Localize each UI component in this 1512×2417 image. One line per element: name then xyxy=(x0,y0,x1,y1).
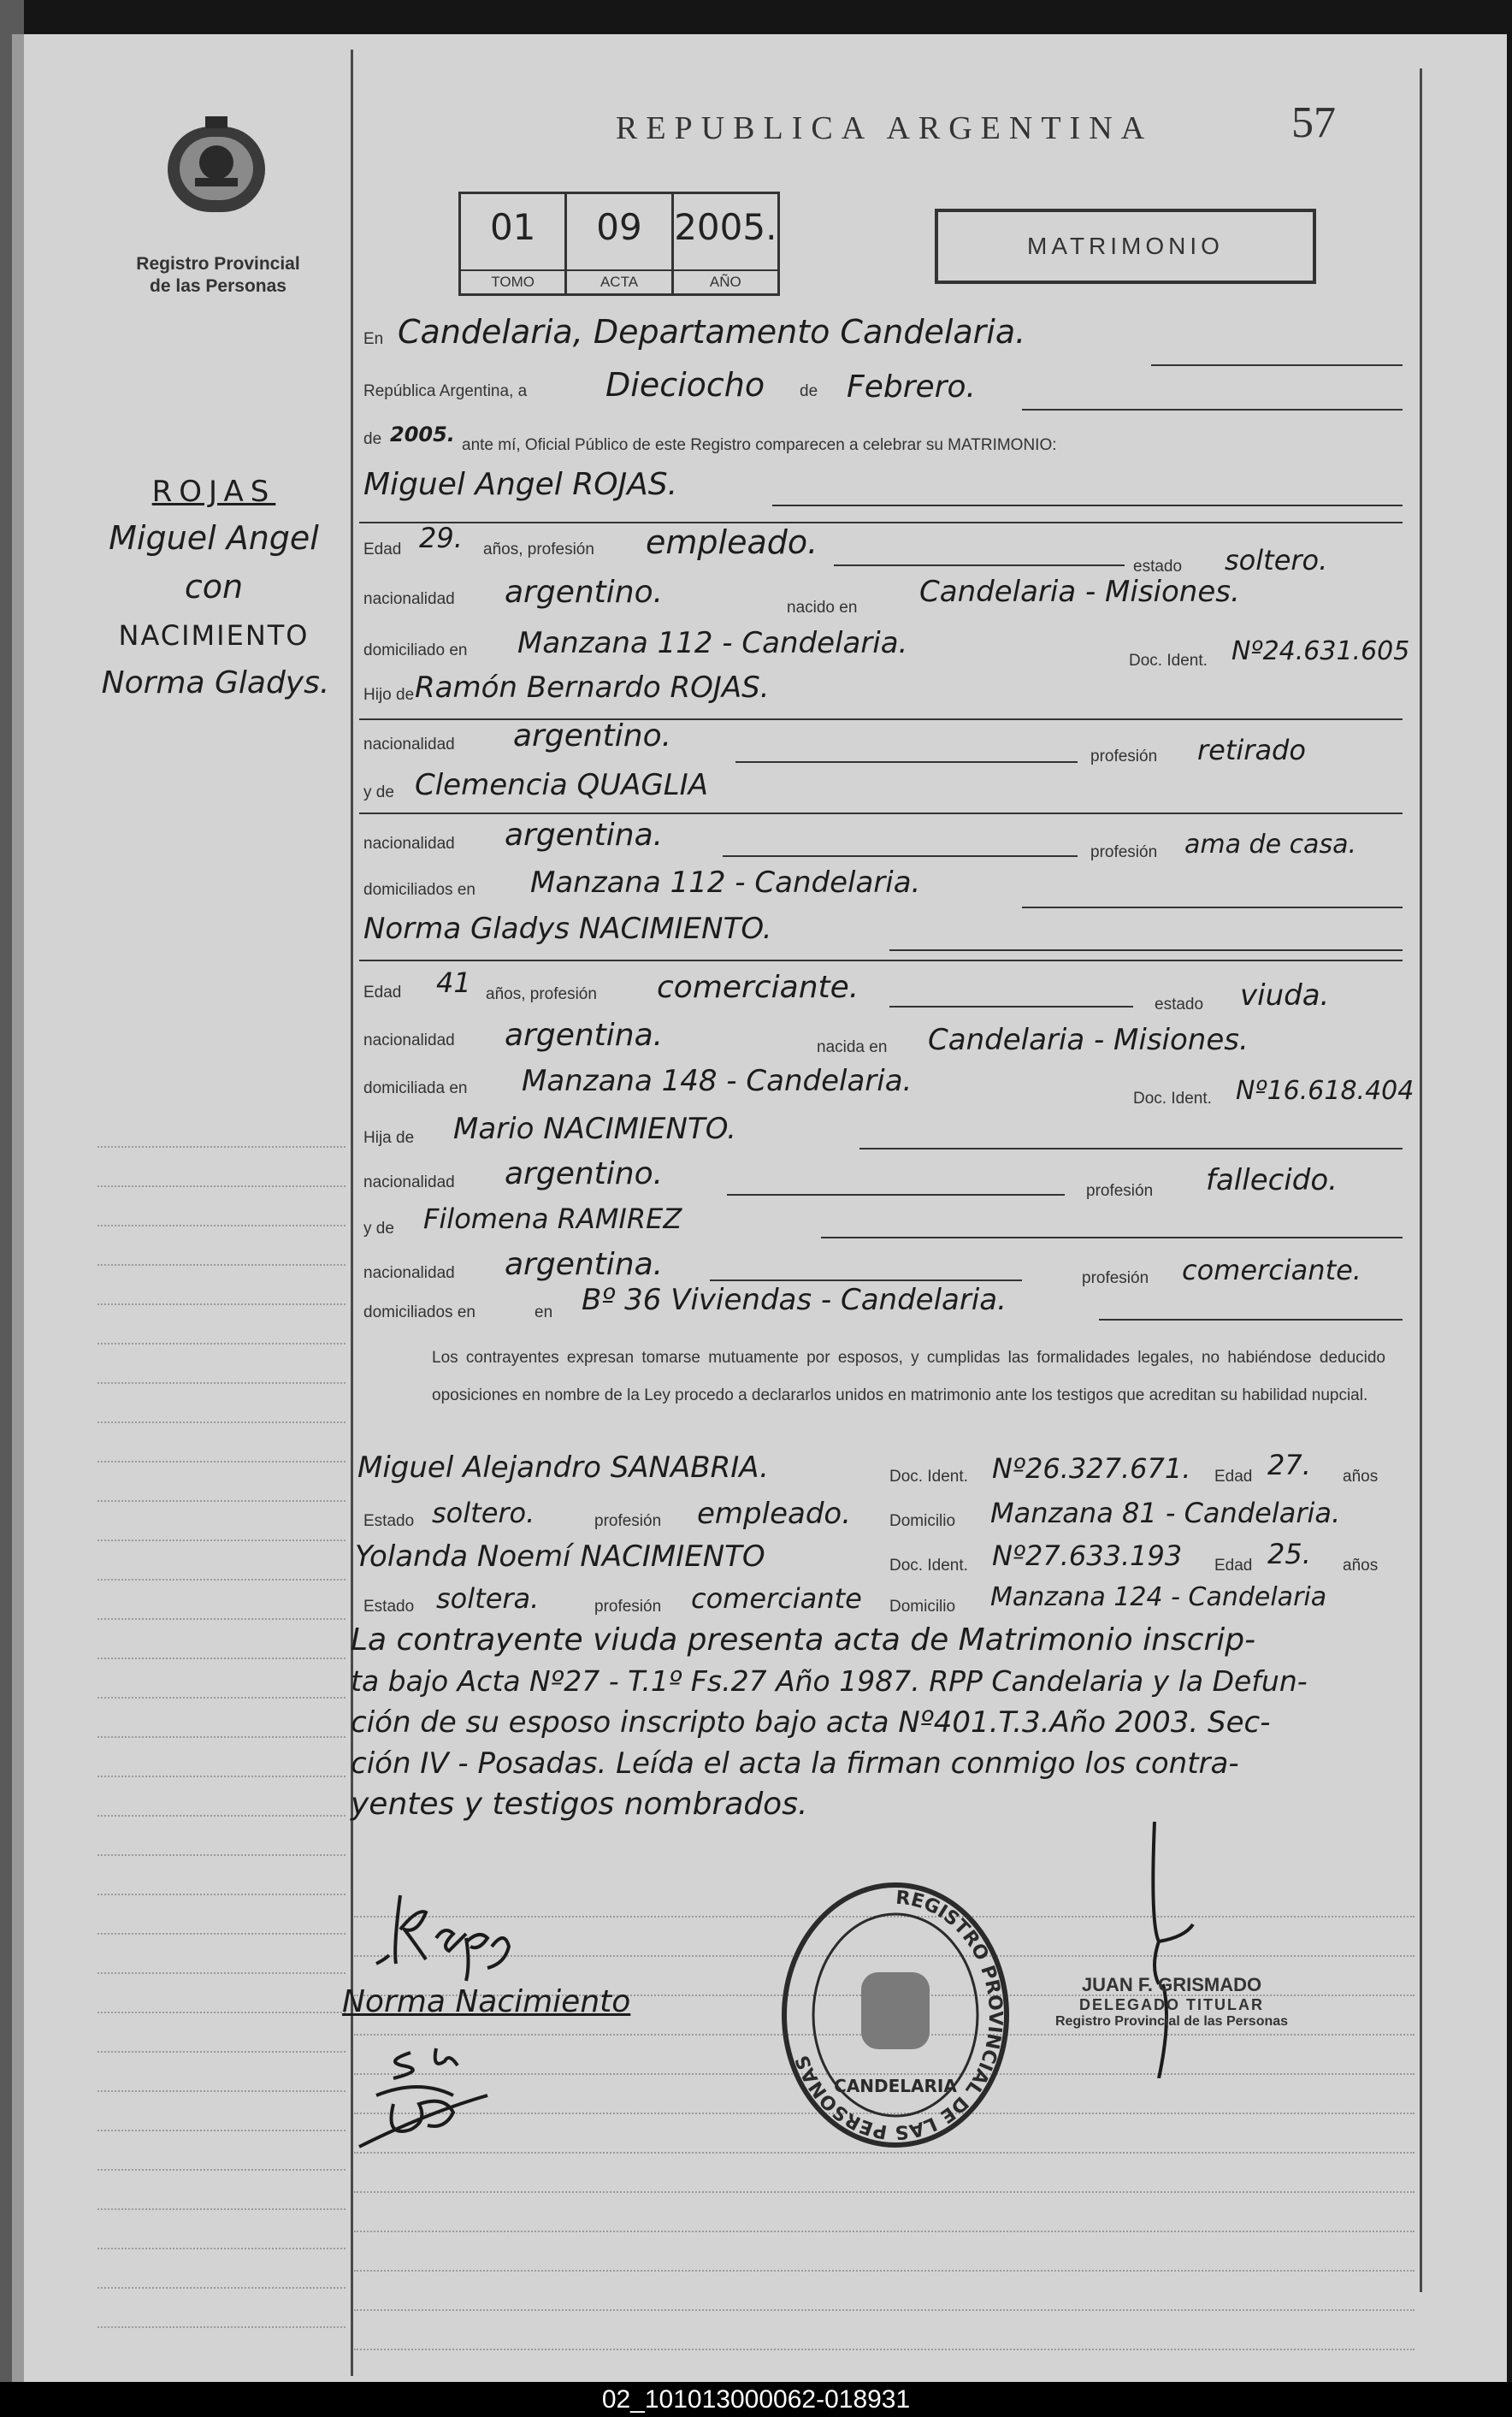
note-line: yentes y testigos nombrados. xyxy=(351,1787,808,1822)
ruled-line xyxy=(97,2248,346,2250)
ruled-line xyxy=(354,2152,1415,2154)
acta-label: ACTA xyxy=(567,269,670,293)
bride-doc: Nº16.618.404 xyxy=(1236,1076,1415,1106)
ruled-line xyxy=(97,2326,346,2329)
edad-label: Edad xyxy=(1214,1557,1253,1575)
year-value: 2005. xyxy=(390,423,455,446)
witness1-name: Miguel Alejandro SANABRIA. xyxy=(357,1451,769,1485)
ruled-line xyxy=(354,2270,1415,2272)
ruled-line xyxy=(97,2287,346,2290)
legal-formula: Los contrayentes expresan tomarse mutuamente por esposos, y cumplidas las formalidades legales, no habiéndose deducido oposiciones en nombre de la Ley procedo a declararlos unidos en matrimonio ante los testigos que acreditan su habilidad nupcial. xyxy=(432,1349,1385,1404)
doc-label: Doc. Ident. xyxy=(889,1557,968,1575)
ruled-line xyxy=(97,1933,346,1935)
nacionalidad-label: nacionalidad xyxy=(363,1264,455,1282)
doc-label: Doc. Ident. xyxy=(1133,1090,1212,1108)
ruled-line xyxy=(97,2208,346,2211)
en-label-2: en xyxy=(535,1303,553,1321)
doc-label: Doc. Ident. xyxy=(889,1468,968,1486)
month-value: Febrero. xyxy=(847,369,976,405)
margin-bride-surname: NACIMIENTO xyxy=(118,619,310,652)
anios-profesion-label: años, profesión xyxy=(483,541,594,558)
estado-label: Estado xyxy=(363,1512,415,1530)
fill-line xyxy=(859,1148,1403,1149)
groom-madre-nacionalidad: argentina. xyxy=(505,818,664,853)
acta-value: 09 xyxy=(596,206,642,248)
witness1-estado: soltero. xyxy=(432,1497,535,1529)
fill-line xyxy=(1151,364,1403,366)
groom-name: Miguel Angel ROJAS. xyxy=(363,467,678,502)
groom-madre-profesion: ama de casa. xyxy=(1184,830,1356,860)
witness1-domicilio: Manzana 81 - Candelaria. xyxy=(990,1497,1341,1529)
fill-line xyxy=(772,505,1403,506)
footer-code: 02_101013000062-018931 xyxy=(0,2382,1512,2417)
domiciliado-label: domiciliado en xyxy=(363,641,468,659)
fill-line xyxy=(359,522,1403,523)
groom-nacionalidad: argentino. xyxy=(505,575,664,610)
registry-line-2: de las Personas xyxy=(150,276,286,296)
fill-line xyxy=(1022,907,1403,908)
anio-label: AÑO xyxy=(674,269,777,293)
anio-cell xyxy=(674,194,777,293)
ruled-line xyxy=(97,1382,346,1385)
country-title: REPUBLICA ARGENTINA xyxy=(616,110,1154,146)
estado-label: estado xyxy=(1155,996,1204,1013)
ruled-line xyxy=(97,2012,346,2014)
ruled-line xyxy=(97,1972,346,1975)
profesion-label: profesión xyxy=(1086,1182,1154,1200)
fill-line xyxy=(723,855,1078,857)
note-line: ta bajo Acta Nº27 - T.1º Fs.27 Año 1987. RPP Candelaria y la Defun- xyxy=(351,1664,1308,1698)
tomo-value: 01 xyxy=(489,206,536,248)
groom-doc: Nº24.631.605 xyxy=(1231,636,1410,666)
official-stamp-block xyxy=(1043,1974,1300,2030)
fill-line xyxy=(1022,409,1403,411)
record-type-box: MATRIMONIO xyxy=(935,209,1316,284)
margin-con: con xyxy=(184,568,244,606)
fill-line xyxy=(727,1194,1065,1196)
bride-name: Norma Gladys NACIMIENTO. xyxy=(363,912,772,946)
y-de-label: y de xyxy=(363,783,394,801)
ruled-line xyxy=(97,1500,346,1503)
bride-madre-nacionalidad: argentina. xyxy=(505,1247,664,1282)
registry-stamp-icon xyxy=(780,1878,1011,2152)
tomo-label: TOMO xyxy=(461,269,564,293)
official-name: JUAN F. GRISMADO xyxy=(1081,1974,1262,1995)
ruled-line xyxy=(97,2051,346,2054)
ruled-line xyxy=(97,1579,346,1581)
ruled-line xyxy=(97,1303,346,1306)
bride-edad: 41 xyxy=(436,966,471,999)
de-label-2: de xyxy=(363,430,382,448)
nacionalidad-label: nacionalidad xyxy=(363,590,455,608)
day-value: Dieciocho xyxy=(605,366,765,404)
ruled-line xyxy=(97,2090,346,2093)
witness1-doc: Nº26.327.671. xyxy=(992,1452,1191,1485)
ruled-line xyxy=(97,1461,346,1463)
bride-nacionalidad: argentina. xyxy=(505,1018,664,1053)
tomo-cell xyxy=(461,194,567,293)
groom-edad: 29. xyxy=(419,522,463,554)
nacionalidad-label: nacionalidad xyxy=(363,1031,455,1049)
ruled-line xyxy=(97,2169,346,2172)
ruled-line xyxy=(97,1618,346,1621)
note-line: ción de su esposo inscripto bajo acta Nº401.T.3.Año 2003. Sec- xyxy=(351,1705,1271,1740)
witness2-name: Yolanda Noemí NACIMIENTO xyxy=(355,1539,765,1574)
fill-line xyxy=(821,1237,1403,1238)
domiciliados-label: domiciliados en xyxy=(363,881,475,899)
official-title: DELEGADO TITULAR xyxy=(1079,1996,1264,2013)
fill-line xyxy=(359,960,1403,961)
margin-divider xyxy=(351,50,353,2376)
bride-domicilio: Manzana 148 - Candelaria. xyxy=(522,1064,913,1098)
profesion-label: profesión xyxy=(594,1512,662,1530)
nacionalidad-label: nacionalidad xyxy=(363,1173,455,1191)
nacido-label: nacido en xyxy=(787,599,858,617)
margin-bride-names: Norma Gladys. xyxy=(101,665,330,700)
profesion-label: profesión xyxy=(1090,843,1158,861)
bride-estado: viuda. xyxy=(1240,978,1330,1013)
ruled-line xyxy=(97,2130,346,2132)
fill-line xyxy=(834,564,1125,566)
official-registry: Registro Provincial de las Personas xyxy=(1054,2014,1289,2029)
ruled-line xyxy=(97,1185,346,1188)
fill-line xyxy=(735,761,1078,763)
ruled-line xyxy=(97,1736,346,1739)
edad-label: Edad xyxy=(1214,1468,1253,1486)
witness1-edad: 27. xyxy=(1267,1449,1311,1481)
ruled-line xyxy=(97,1658,346,1660)
domiciliados-label: domiciliados en xyxy=(363,1303,475,1321)
stamp-city: CANDELARIA xyxy=(834,2076,957,2096)
ruled-line xyxy=(97,1776,346,1778)
registry-name xyxy=(128,253,308,298)
fill-line xyxy=(889,1006,1133,1008)
fill-line xyxy=(889,949,1403,951)
republica-label: República Argentina, a xyxy=(363,382,528,400)
right-border xyxy=(1420,68,1422,2292)
witness2-edad: 25. xyxy=(1267,1538,1311,1570)
groom-domicilio: Manzana 112 - Candelaria. xyxy=(517,626,908,660)
bride-nacida-en: Candelaria - Misiones. xyxy=(928,1023,1249,1057)
ruled-line xyxy=(97,1815,346,1817)
margin-given-names: Miguel Angel xyxy=(109,519,319,557)
de-label: de xyxy=(800,382,818,400)
ruled-line xyxy=(97,1146,346,1149)
witness2-domicilio: Manzana 124 - Candelaria xyxy=(990,1582,1327,1612)
fill-line xyxy=(710,1279,1022,1281)
witness2-estado: soltera. xyxy=(436,1582,540,1615)
ruled-line xyxy=(97,1343,346,1345)
bride-padres-domicilio: Bº 36 Viviendas - Candelaria. xyxy=(582,1283,1007,1317)
ruled-line xyxy=(354,2191,1415,2194)
witness2-profesion: comerciante xyxy=(691,1582,862,1615)
bride-madre-profesion: comerciante. xyxy=(1182,1254,1361,1286)
groom-profesion: empleado. xyxy=(646,523,818,561)
nacionalidad-label: nacionalidad xyxy=(363,835,455,853)
note-line: La contrayente viuda presenta acta de Matrimonio inscrip- xyxy=(351,1622,1256,1658)
intro-text: ante mí, Oficial Público de este Registro comparecen a celebrar su MATRIMONIO: xyxy=(462,436,1057,454)
ruled-line xyxy=(97,1697,346,1699)
fill-line xyxy=(359,813,1403,814)
anios-label: años xyxy=(1343,1468,1379,1486)
stamp-ring-text: REGISTRO PROVINCIAL DE LAS PERSONAS xyxy=(791,1887,1007,2143)
ruled-line xyxy=(97,1854,346,1857)
groom-signature-icon xyxy=(359,1878,564,1989)
groom-estado: soltero. xyxy=(1225,544,1328,576)
nacionalidad-label: nacionalidad xyxy=(363,736,455,753)
witness2-doc: Nº27.633.193 xyxy=(992,1539,1183,1572)
profesion-label: profesión xyxy=(594,1598,662,1616)
witness-signature-icon xyxy=(342,2036,513,2164)
groom-padre: Ramón Bernardo ROJAS. xyxy=(415,671,770,705)
official-signature-icon xyxy=(1120,1822,1223,2078)
domiciliada-label: domiciliada en xyxy=(363,1079,468,1097)
ruled-line xyxy=(354,2309,1415,2312)
bride-padre: Mario NACIMIENTO. xyxy=(453,1112,736,1146)
groom-padres-domicilio: Manzana 112 - Candelaria. xyxy=(530,866,921,900)
province-seal-icon xyxy=(161,111,272,222)
bride-padre-profesion: fallecido. xyxy=(1206,1163,1338,1197)
hijo-label: Hijo de xyxy=(363,686,415,704)
en-label: En xyxy=(363,330,384,348)
domicilio-label: Domicilio xyxy=(889,1598,956,1616)
ruled-line xyxy=(97,1421,346,1424)
anios-profesion-label: años, profesión xyxy=(486,985,597,1003)
note-line: ción IV - Posadas. Leída el acta la firman conmigo los contra- xyxy=(351,1746,1239,1781)
y-de-label: y de xyxy=(363,1220,394,1238)
groom-padre-nacionalidad: argentino. xyxy=(513,718,672,753)
doc-label: Doc. Ident. xyxy=(1129,652,1208,670)
fill-line xyxy=(1099,1319,1403,1321)
hija-label: Hija de xyxy=(363,1129,415,1147)
place-value: Candelaria, Departamento Candelaria. xyxy=(398,313,1026,351)
estado-label: estado xyxy=(1133,558,1183,576)
edad-label: Edad xyxy=(363,984,402,1002)
registry-line-1: Registro Provincial xyxy=(136,254,300,274)
groom-nacido-en: Candelaria - Misiones. xyxy=(919,575,1240,609)
bride-profesion: comerciante. xyxy=(657,970,859,1005)
ruled-line xyxy=(97,1894,346,1896)
page-number: 57 xyxy=(1291,98,1336,147)
margin-surname: ROJAS xyxy=(151,475,276,509)
ruled-line xyxy=(97,1225,346,1227)
groom-madre: Clemencia QUAGLIA xyxy=(415,768,708,802)
bride-madre: Filomena RAMIREZ xyxy=(423,1203,682,1235)
bride-padre-nacionalidad: argentino. xyxy=(505,1156,664,1191)
ruled-line xyxy=(97,1264,346,1267)
marginal-notes xyxy=(351,1620,1411,1825)
edad-label: Edad xyxy=(363,541,402,558)
groom-padre-profesion: retirado xyxy=(1197,734,1306,766)
profesion-label: profesión xyxy=(1082,1269,1149,1287)
ruled-line xyxy=(97,1539,346,1542)
bride-signature: Norma Nacimiento xyxy=(342,1984,631,2019)
profesion-label: profesión xyxy=(1090,748,1158,765)
anios-label: años xyxy=(1343,1557,1379,1575)
ruled-line xyxy=(354,2231,1415,2233)
record-number-box xyxy=(458,192,780,296)
domicilio-label: Domicilio xyxy=(889,1512,956,1530)
nacida-label: nacida en xyxy=(817,1038,888,1056)
ruled-line xyxy=(354,2349,1415,2351)
witness1-profesion: empleado. xyxy=(697,1497,852,1531)
estado-label: Estado xyxy=(363,1598,415,1616)
anio-value: 2005. xyxy=(674,206,777,248)
acta-cell xyxy=(567,194,673,293)
